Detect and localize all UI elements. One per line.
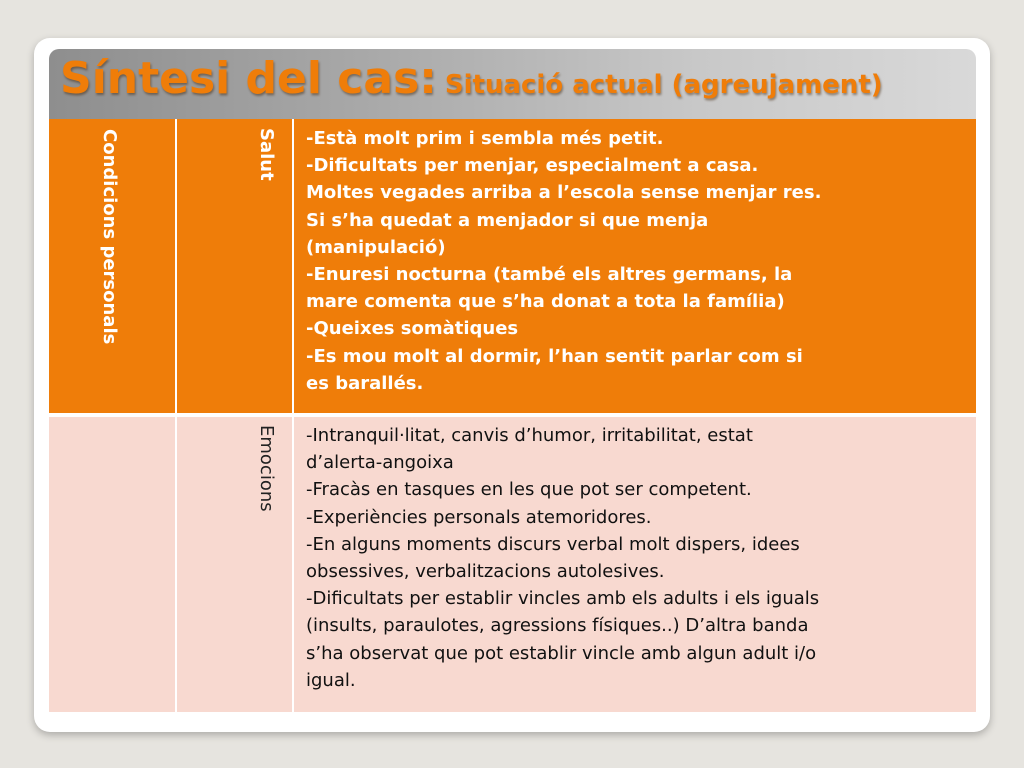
slide [49,49,976,721]
content-line: -Es mou molt al dormir, l’han sentit parlar com si [306,345,803,367]
content-line: s’ha observat que pot establir vincle amb algun adult i/o [306,642,817,664]
salut-content [306,125,964,397]
content-line: -En alguns moments discurs verbal molt dispers, idees [306,533,800,555]
content-line: -Dificultats per establir vincles amb els adults i els iguals [306,588,820,610]
content-line: -Dificultats per menjar, especialment a casa. [306,155,759,177]
content-line: -Fracàs en tasques en les que pot ser competent. [306,479,752,501]
content-line: -Està molt prim i sembla més petit. [306,128,664,149]
content-line: (manipulació) [306,236,446,258]
table-row-emocions [49,417,976,712]
title-bar [49,49,976,119]
title-subtitle: Situació actual (agreujament) [444,70,883,100]
emocions-content [306,422,964,694]
group-cell [49,417,175,712]
content-line: Si s’ha quedat a menjador si que menja [306,209,709,231]
content-line: es barallés. [306,372,424,394]
content-line: obsessives, verbalitzacions autolesives. [306,561,665,583]
content-line: mare comenta que s’ha donat a tota la família) [306,291,785,313]
content-line: (insults, paraulotes, agressions físiques..) D’altra banda [306,615,809,637]
category-label-salut: Salut [256,128,277,181]
slide-title [60,53,883,104]
content-line: -Queixes somàtiques [306,318,519,340]
table-row-salut [49,119,976,413]
content-line: Moltes vegades arriba a l’escola sense menjar res. [306,182,822,204]
content-line: -Intranquil·litat, canvis d’humor, irritabilitat, estat [306,425,753,446]
title-main: Síntesi del cas: [60,53,437,104]
content-line: igual. [306,669,356,691]
category-label-emocions: Emocions [256,425,277,512]
content-line: d’alerta-angoixa [306,452,454,474]
content-line: -Experiències personals atemoridores. [306,506,652,528]
group-label: Condicions personals [99,129,120,345]
content-line: -Enuresi nocturna (també els altres germans, la [306,264,793,286]
